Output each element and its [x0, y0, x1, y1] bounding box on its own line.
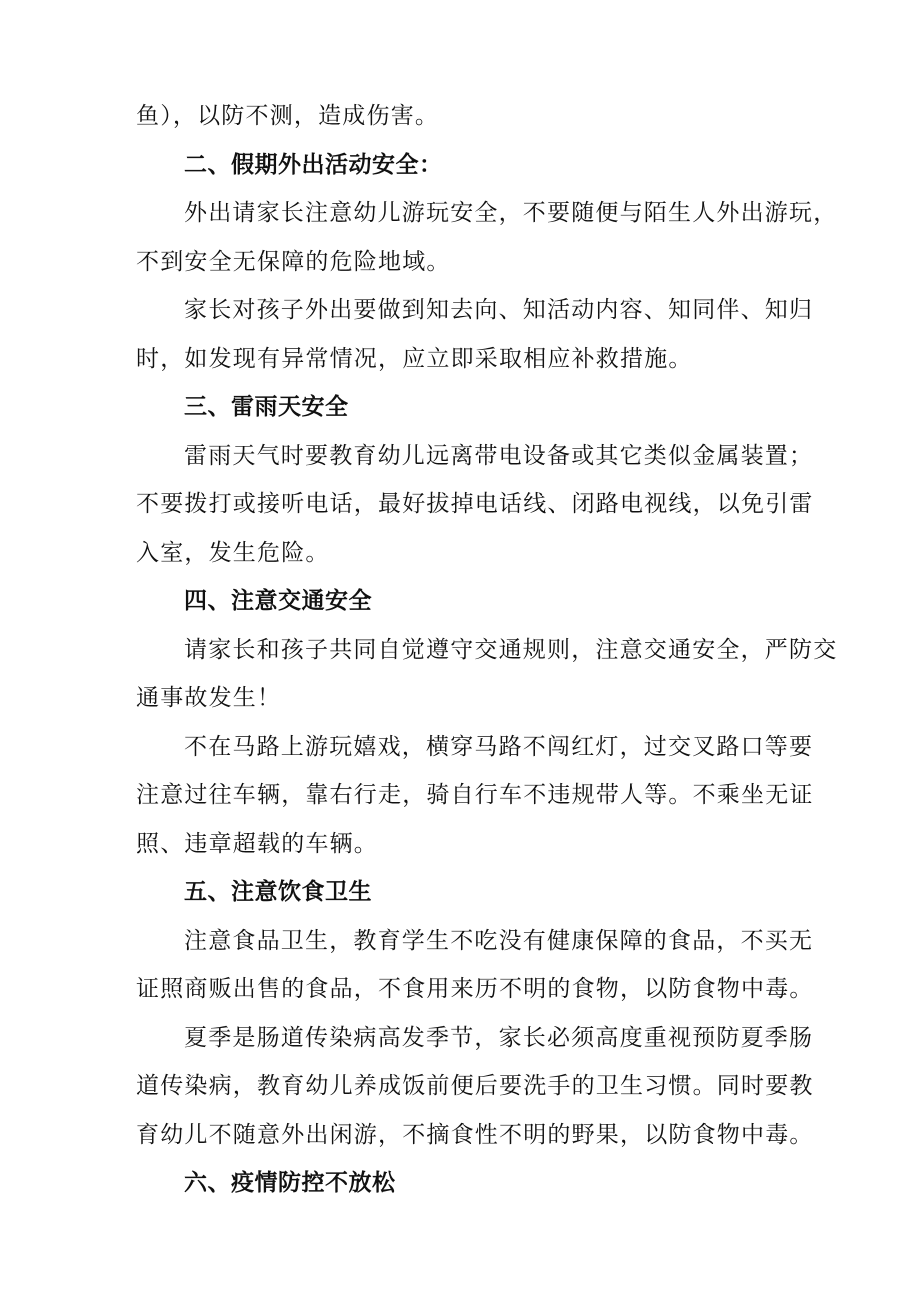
paragraph — [136, 1014, 814, 1160]
section-heading: 二、假期外出活动安全： — [184, 151, 443, 178]
text-line: 不在马路上游玩嬉戏，横穿马路不闯红灯，过交叉路口等要 — [184, 733, 814, 760]
text-line: 不到安全无保障的危险地域。 — [136, 248, 451, 275]
text-line: 夏季是肠道传染病高发季节，家长必须高度重视预防夏季肠 — [184, 1024, 814, 1051]
text-line: 外出请家长注意幼儿游玩安全，不要随便与陌生人外出游玩， — [184, 200, 838, 226]
text-line: 道传染病，教育幼儿养成饭前便后要洗手的卫生习惯。同时要教 — [136, 1073, 814, 1099]
text-line: 通事故发生！ — [136, 685, 282, 711]
text-line: 照、违章超载的车辆。 — [136, 830, 378, 857]
text-line: 入室，发生危险。 — [136, 539, 330, 566]
section-heading: 四、注意交通安全 — [184, 588, 372, 614]
paragraph — [136, 92, 796, 141]
text-line: 请家长和孩子共同自觉遵守交通规则，注意交通安全，严防交 — [184, 636, 838, 663]
paragraph — [136, 626, 838, 723]
section-heading: 三、雷雨天安全 — [184, 394, 349, 420]
section-heading: 五、注意饮食卫生 — [184, 879, 372, 905]
text-line: 育幼儿不随意外出闲游，不摘食性不明的野果，以防食物中毒。 — [136, 1121, 814, 1148]
paragraph — [136, 917, 814, 1014]
text-line: 时，如发现有异常情况，应立即采取相应补救措施。 — [136, 345, 693, 372]
document-page — [136, 92, 838, 1208]
paragraph — [136, 286, 814, 383]
paragraph — [136, 189, 838, 286]
text-line: 注意过往车辆，靠右行走，骑自行车不违规带人等。不乘坐无证 — [136, 782, 814, 808]
text-line: 不要拨打或接听电话，最好拔掉电话线、闭路电视线，以免引雷 — [136, 491, 814, 517]
text-line: 家长对孩子外出要做到知去向、知活动内容、知同伴、知归 — [184, 297, 814, 323]
section-heading: 六、疫情防控不放松 — [184, 1170, 396, 1196]
paragraph — [136, 723, 814, 869]
text-line: 注意食品卫生，教育学生不吃没有健康保障的食品，不买无 — [184, 927, 814, 954]
text-line: 鱼），以防不测，造成伤害。 — [136, 103, 440, 129]
paragraph — [136, 432, 814, 578]
text-line: 雷雨天气时要教育幼儿远离带电设备或其它类似金属装置； — [184, 442, 814, 469]
text-line: 证照商贩出售的食品，不食用来历不明的食物，以防食物中毒。 — [136, 976, 814, 1002]
